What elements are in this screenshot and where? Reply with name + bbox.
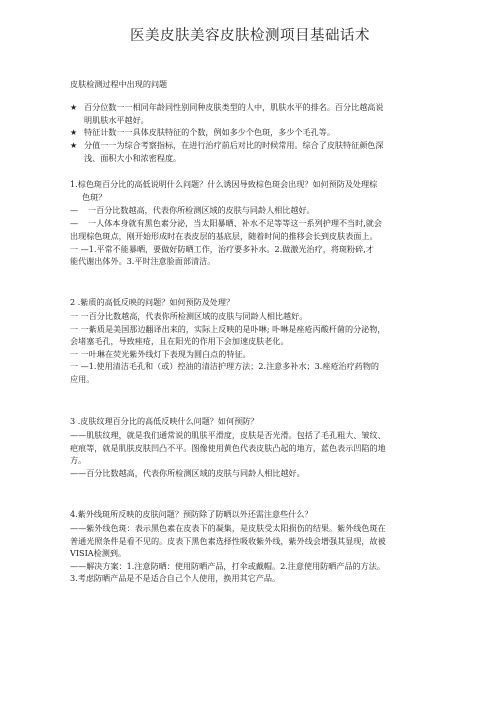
answer-block — [70, 522, 432, 585]
question-text: 2 .紫质的高低反映的问题？如何预防及处理？ — [70, 297, 235, 307]
answer-block — [70, 429, 432, 479]
document-title: 医美皮肤美容皮肤检测项目基础话术 — [130, 28, 370, 44]
definition-item-percentile — [70, 101, 432, 126]
definition-text: 分值一一为综合考察指标，在进行治疗前后对比的时候常用。综合了皮肤特征颜色深 — [84, 140, 384, 150]
answer-text: 一人体本身就有黑色素分泌，当太阳暴晒、补水不足等等这一系列护理不当时,就会 — [88, 218, 382, 228]
answer-text: 一 一紫质是美国那边翻译出来的，实际上反映的是卟啉; 卟啉是痤疮丙酸杆菌的分泌物， — [70, 323, 386, 334]
definition-item-count — [70, 126, 432, 139]
question-1-heading — [70, 178, 432, 203]
answer-text: 能代谢出体外。3.平时注意脸面部清洁。 — [70, 256, 216, 267]
definition-item-score — [70, 139, 432, 164]
answer-block — [70, 310, 432, 386]
question-3-heading — [70, 415, 432, 428]
answer-text: 一 —1.平常不能暴晒，要做好防晒工作，治疗要多补水。2.做激光治疗，将斑粉碎,才 — [70, 243, 374, 254]
question-text: 3 .皮肤纹理百分比的高低反映什么问题？如何预防？ — [70, 416, 259, 426]
answer-text: 方。 — [70, 455, 87, 466]
answer-text: 应用。 — [70, 373, 95, 384]
star-icon: ★ — [70, 140, 78, 150]
answer-text: 出现棕色斑点，刚开始形成时在表皮层的基底层，随着时间的推移会长到皮肤表面上。 — [70, 231, 378, 241]
answer-line — [70, 217, 432, 230]
answer-text: 一 一叶琳在荧光紫外线灯下表现为圆白点的特征。 — [70, 348, 251, 359]
answer-text: ——百分比数越高，代表你所检测区域的皮肤与同龄人相比越好。 — [70, 467, 305, 478]
answer-text: 3.考虑防晒产品是不是适合自己个人使用，换用其它产品。 — [70, 573, 281, 584]
question-text: 4.紫外线斑所反映的皮肤问题？预防除了防晒以外还需注意些什么？ — [70, 509, 313, 519]
answer-text: ——肌肤纹理，就是我们通常说的肌肤平滑度，皮肤是否光滑。包括了毛孔粗大、皱纹、 — [70, 430, 386, 440]
answer-text: 一 一百分比数越高，代表你所检测区域的皮肤与同龄人相比越好。 — [70, 311, 308, 321]
question-text: 1.棕色斑百分比的高低说明什么问题？什么诱因导致棕色斑会出现？如何预防及处理棕 — [70, 179, 378, 189]
star-icon: ★ — [70, 127, 78, 137]
answer-text: 一 —1.使用清洁毛孔和（或）控油的清洁护理方法；2.注意多补水；3.痤疮治疗药物的 — [70, 361, 380, 372]
answer-text: 会堵塞毛孔，导致痤疮，且在阳光的作用下会加速皮肤老化。 — [70, 336, 289, 347]
answer-text: ——解决方案：1.注意防晒：使用防晒产品，打伞或戴帽。2.注意使用防晒产品的方法。 — [70, 560, 385, 571]
definition-text: 百分位数一一相同年龄同性别同种皮肤类型的人中，肌肤水平的排名。百分比越高说 — [84, 102, 384, 112]
answer-text: 普通光照条件是看不见的。皮表下黑色素选择性吸收紫外线，紫外线会增强其显现，故被 — [70, 535, 386, 546]
question-4-heading — [70, 508, 432, 521]
answer-text: 疤痕等，就是肌肤皮肤凹凸不平。图像使用黄色代表皮肤凸起的地方，蓝色表示凹陷的地 — [70, 442, 386, 453]
answer-block — [70, 230, 432, 268]
definition-text: 明肌肤水平越好。 — [84, 114, 149, 125]
answer-text: ——紫外线色斑：表示黑色素在皮表下的凝集，是皮肤受太阳损伤的结果。紫外线色斑在 — [70, 523, 386, 533]
dash-mark: — — [70, 218, 79, 228]
answer-line — [70, 204, 432, 217]
answer-text: 一百分比数越高，代表你所检测区域的皮肤与同龄人相比越好。 — [88, 205, 315, 215]
dash-mark: — — [70, 205, 79, 215]
star-icon: ★ — [70, 102, 78, 112]
intro-heading: 皮肤检测过程中出现的问题 — [70, 79, 168, 89]
answer-text: VISIA检测到。 — [70, 548, 127, 559]
question-text: 色斑？ — [82, 191, 107, 202]
definition-text: 浅、面积大小和浓密程度。 — [84, 152, 182, 163]
definition-text: 特征计数一一具体皮肤特征的个数，例如多少个色斑，多少个毛孔等。 — [84, 127, 335, 137]
question-2-heading — [70, 296, 432, 309]
